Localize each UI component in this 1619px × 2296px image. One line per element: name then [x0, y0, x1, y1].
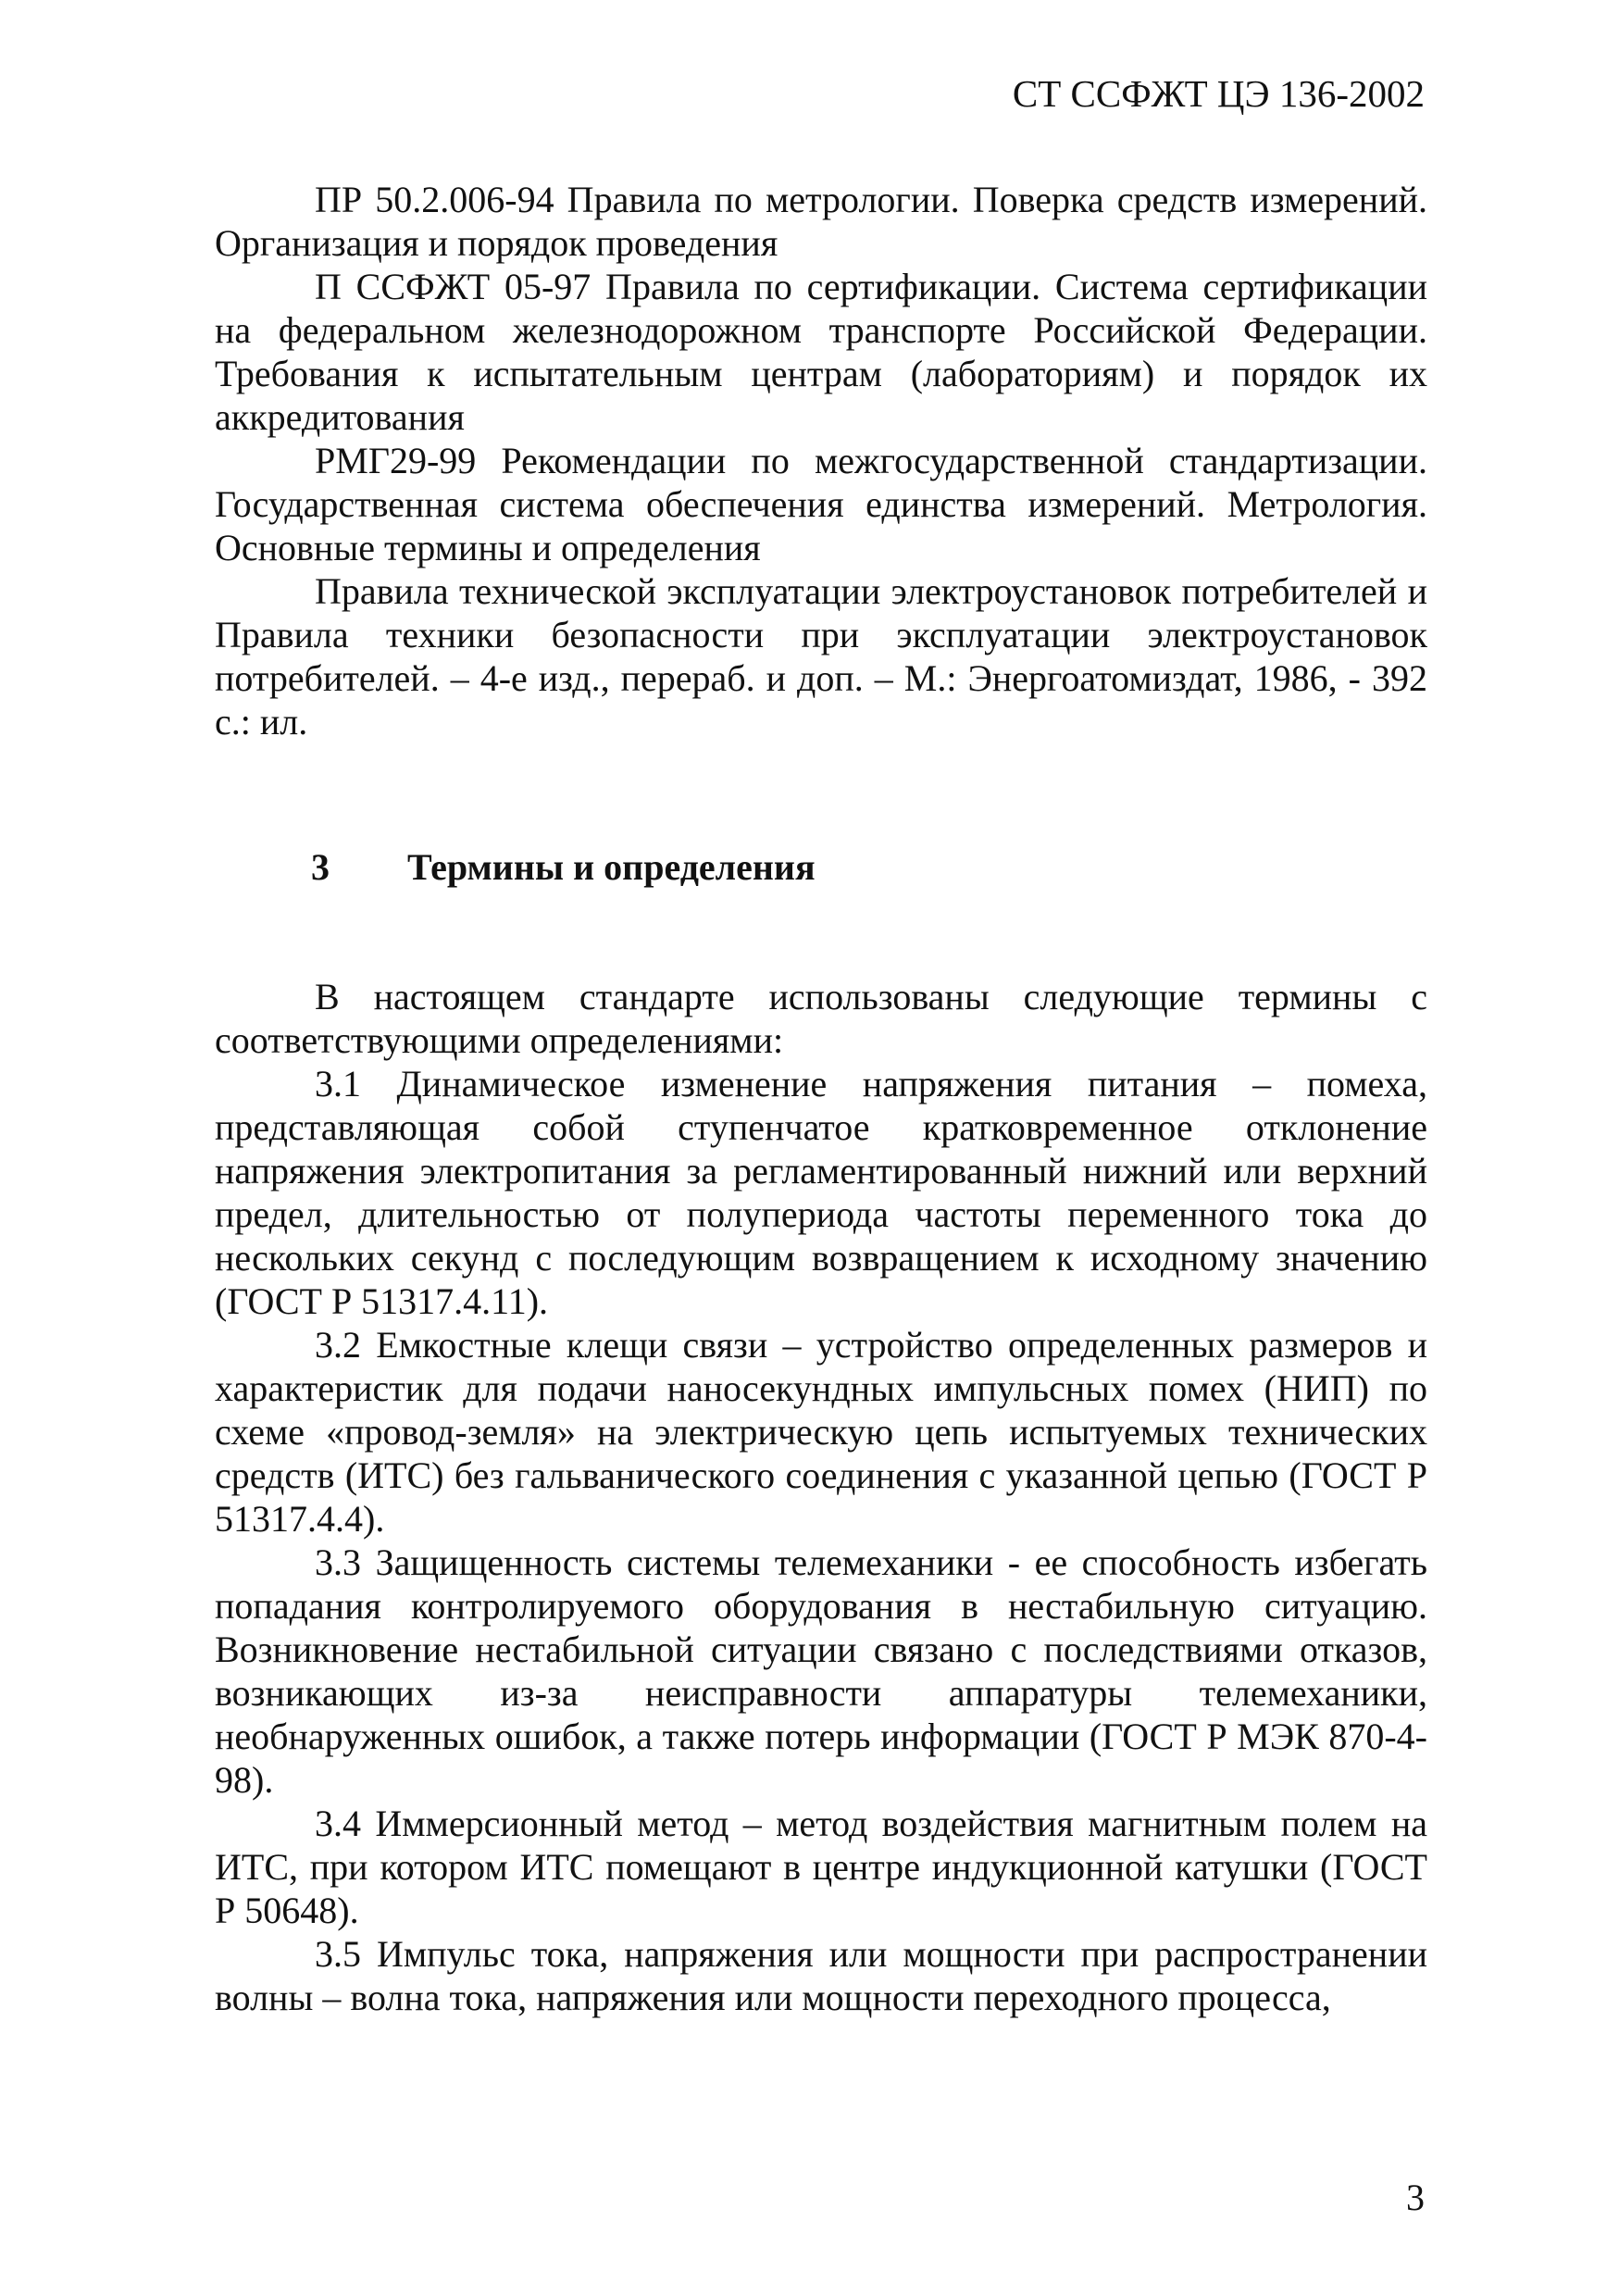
section-title: Термины и определения — [407, 846, 816, 888]
reference-item: П ССФЖТ 05-97 Правила по сертификации. Система сертификации на федеральном железнодорожном транспорте Российской Федерации. Требования к испытательным центрам (лабораториям) и порядок их аккредитования — [215, 266, 1427, 438]
term-item — [215, 1932, 1427, 2019]
term-item — [215, 1323, 1427, 1541]
term-text: Динамическое изменение напряжения питания – помеха, представляющая собой ступенчатое кратковременное отклонение напряжения электропитания за регламентированный нижний или верхний предел, длительностью от полупериода частоты переменного тока до нескольких секунд с последующим возвращением к исходному значению (ГОСТ Р 51317.4.11). — [215, 1063, 1428, 1322]
term-text: Импульс тока, напряжения или мощности при распространении волны – волна тока, напряжения или мощности переходного процесса, — [215, 1933, 1428, 2018]
term-text: Иммерсионный метод – метод воздействия магнитным полем на ИТС, при котором ИТС помещают в центре индукционной катушки (ГОСТ Р 50648). — [215, 1803, 1427, 1931]
reference-item: РМГ29-99 Рекомендации по межгосударственной стандартизации. Государственная система обеспечения единства измерений. Метрология. Основные термины и определения — [215, 440, 1427, 568]
reference-item: Правила технической эксплуатации электроустановок потребителей и Правила техники безопасности при эксплуатации электроустановок потребителей. – 4-е изд., перераб. и доп. – М.: Энергоатомиздат, 1986, - 392 с.: ил. — [215, 570, 1427, 742]
document-code-header: СТ ССФЖТ ЦЭ 136-2002 — [1012, 72, 1425, 115]
section-heading — [311, 845, 816, 889]
term-number: 3.2 — [315, 1324, 361, 1366]
section-number: 3 — [311, 846, 330, 888]
references-block — [215, 178, 1427, 743]
terms-block — [215, 975, 1427, 2019]
term-number: 3.4 — [315, 1803, 361, 1844]
term-number: 3.1 — [315, 1063, 361, 1104]
term-item — [215, 1062, 1427, 1323]
page-number: 3 — [1406, 2177, 1425, 2218]
term-number: 3.5 — [315, 1933, 361, 1975]
term-number: 3.3 — [315, 1541, 361, 1583]
intro-paragraph: В настоящем стандарте использованы следующие термины с соответствующими определениями: — [215, 976, 1427, 1061]
term-item — [215, 1541, 1427, 1802]
reference-item: ПР 50.2.006-94 Правила по метрологии. Поверка средств измерений. Организация и порядок проведения — [215, 179, 1427, 264]
term-item — [215, 1802, 1427, 1932]
term-text: Емкостные клещи связи – устройство определенных размеров и характеристик для подачи наносекундных импульсных помех (НИП) по схеме «провод-земля» на электрическую цепь испытуемых технических средств (ИТС) без гальванического соединения с указанной цепью (ГОСТ Р 51317.4.4). — [215, 1324, 1428, 1540]
term-text: Защищенность системы телемеханики - ее способность избегать попадания контролируемого оборудования в нестабильную ситуацию. Возникновение нестабильной ситуации связано с последствиями отказов, возникающих из-за неисправности аппаратуры телемеханики, необнаруженных ошибок, а также потерь информации (ГОСТ Р МЭК 870-4-98). — [215, 1541, 1428, 1801]
